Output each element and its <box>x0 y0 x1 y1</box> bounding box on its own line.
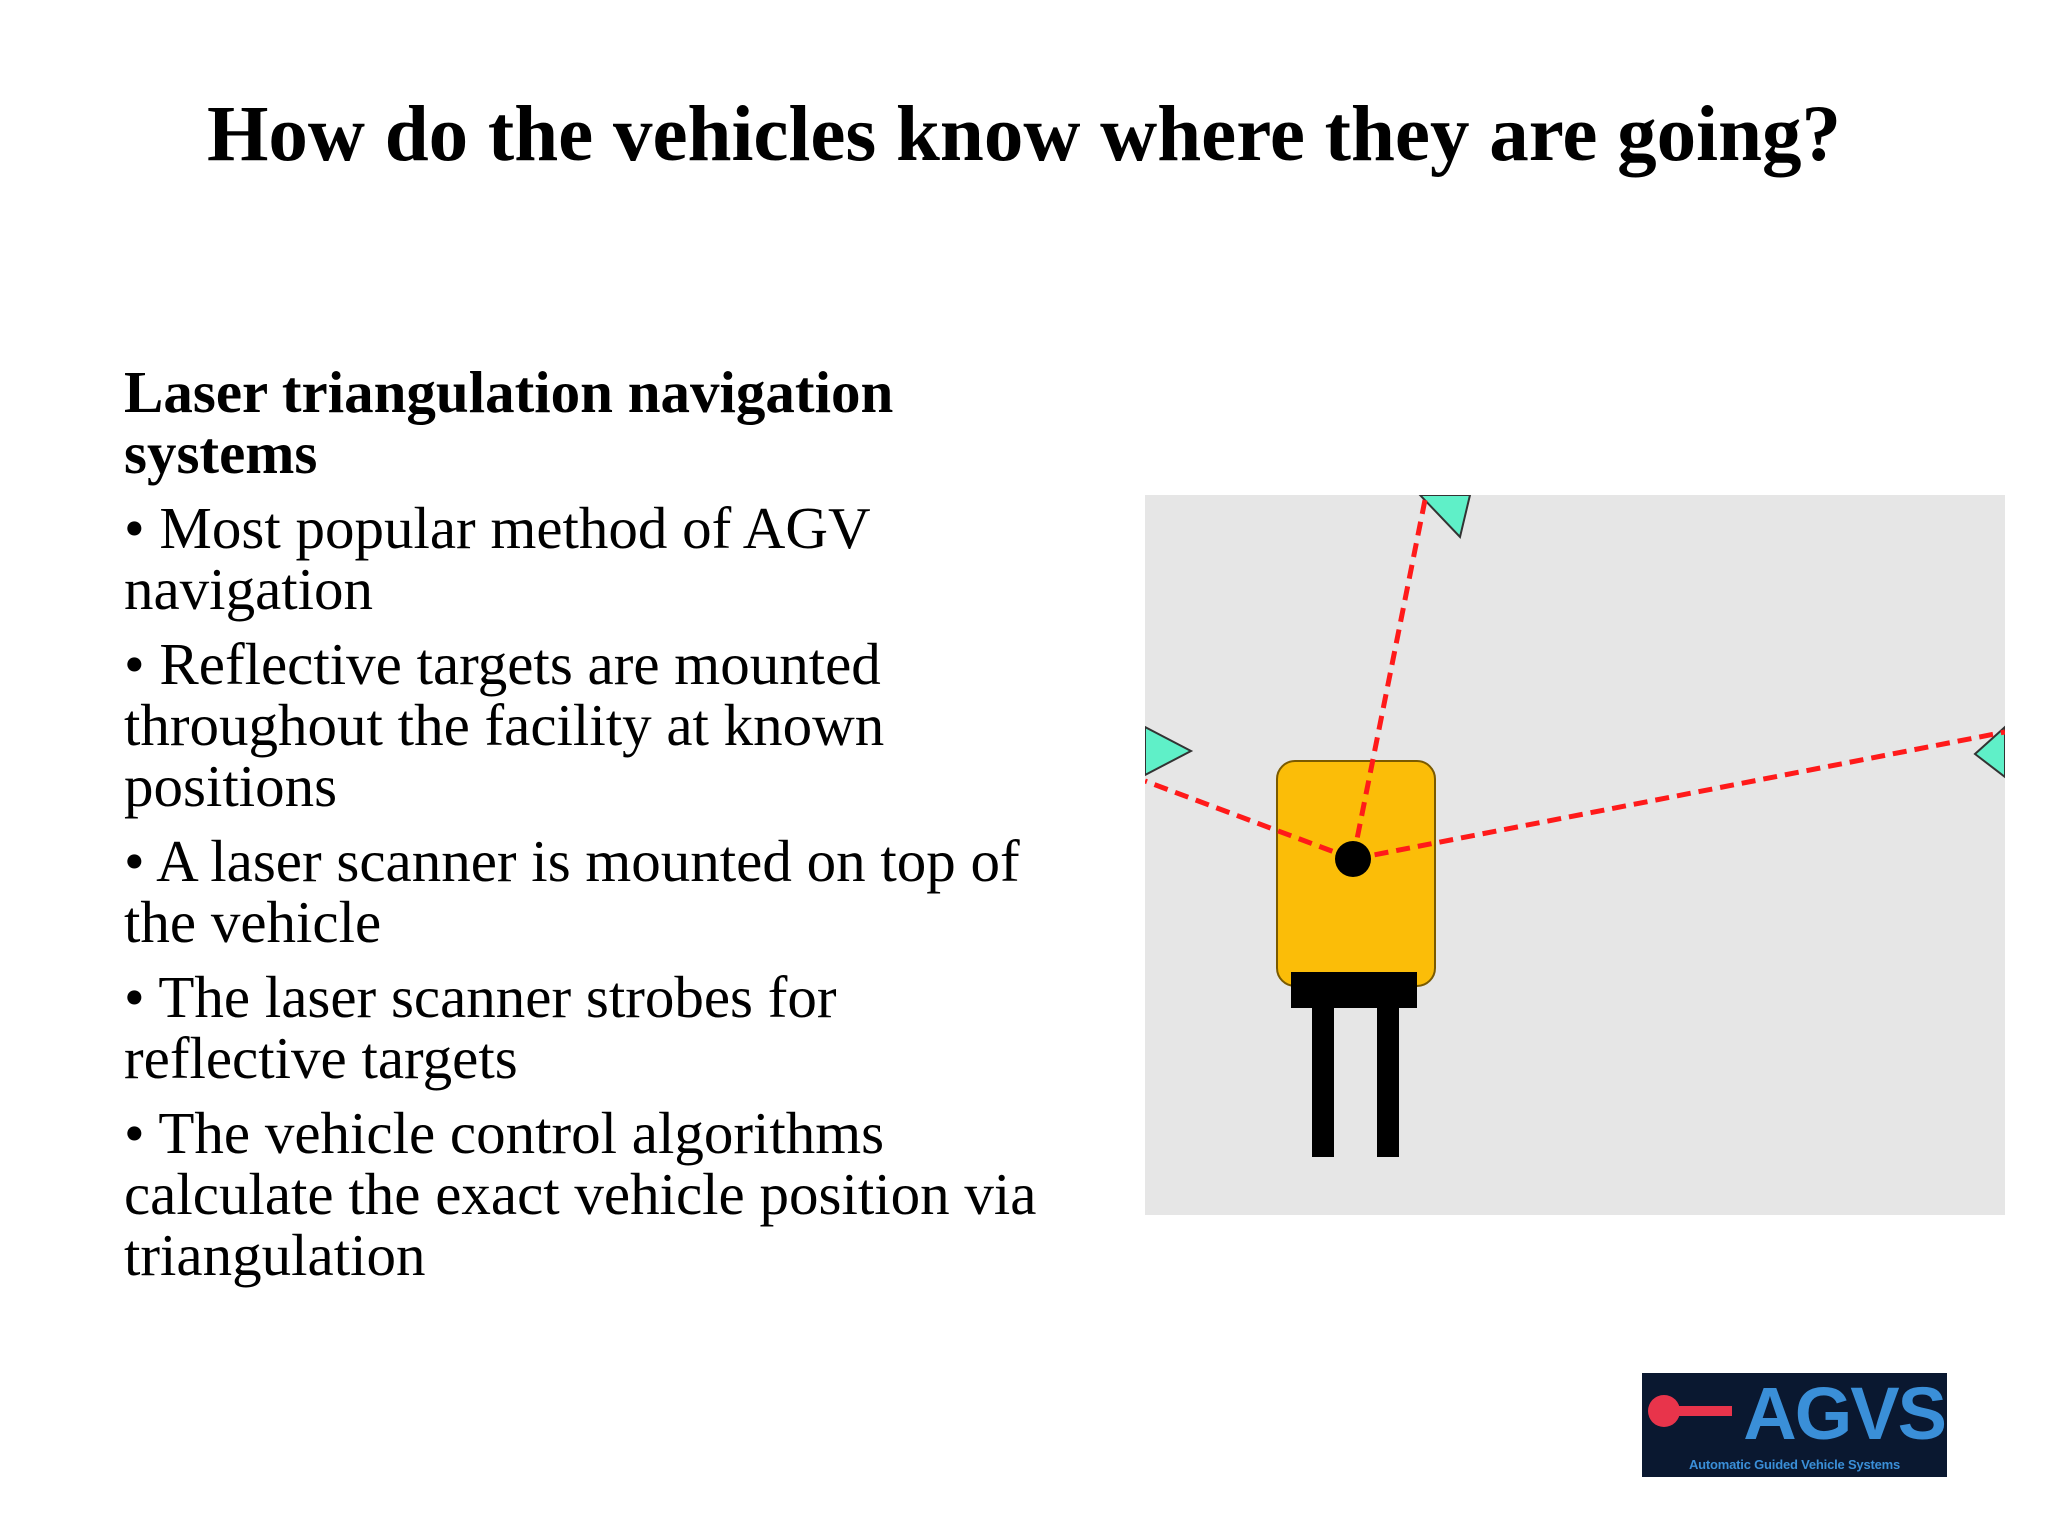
reflector-target-icon <box>1145 727 1191 775</box>
logo-wordmark: AGVS <box>1743 1373 1945 1455</box>
laser-scanner-icon <box>1335 841 1371 877</box>
reflector-target-icon <box>1420 495 1470 537</box>
bullet-list <box>124 495 1044 1288</box>
slide-title: How do the vehicles know where they are going? <box>206 91 1842 178</box>
bullet-item: • Most popular method of AGV navigation <box>124 495 870 622</box>
vehicle-base <box>1291 972 1417 1008</box>
bullet-item: • Reflective targets are mounted throughout the facility at known positions <box>124 631 885 819</box>
laser-beam-right <box>1353 732 2005 859</box>
agvs-logo <box>1642 1373 1947 1477</box>
logo-tagline: Automatic Guided Vehicle Systems <box>1688 1457 1901 1472</box>
bullet-item: • A laser scanner is mounted on top of the vehicle <box>124 828 1020 955</box>
diagram-canvas <box>1145 495 2005 1215</box>
bullet-item: • The vehicle control algorithms calculate the exact vehicle position via triangulation <box>124 1100 1037 1288</box>
section-heading: Laser triangulation navigation systems <box>124 359 894 486</box>
slide-content <box>124 359 1044 1300</box>
vehicle-leg-left <box>1312 1005 1334 1157</box>
vehicle-leg-right <box>1377 1005 1399 1157</box>
bullet-item: • The laser scanner strobes for reflective targets <box>124 964 837 1091</box>
laser-triangulation-diagram <box>1145 495 2005 1215</box>
